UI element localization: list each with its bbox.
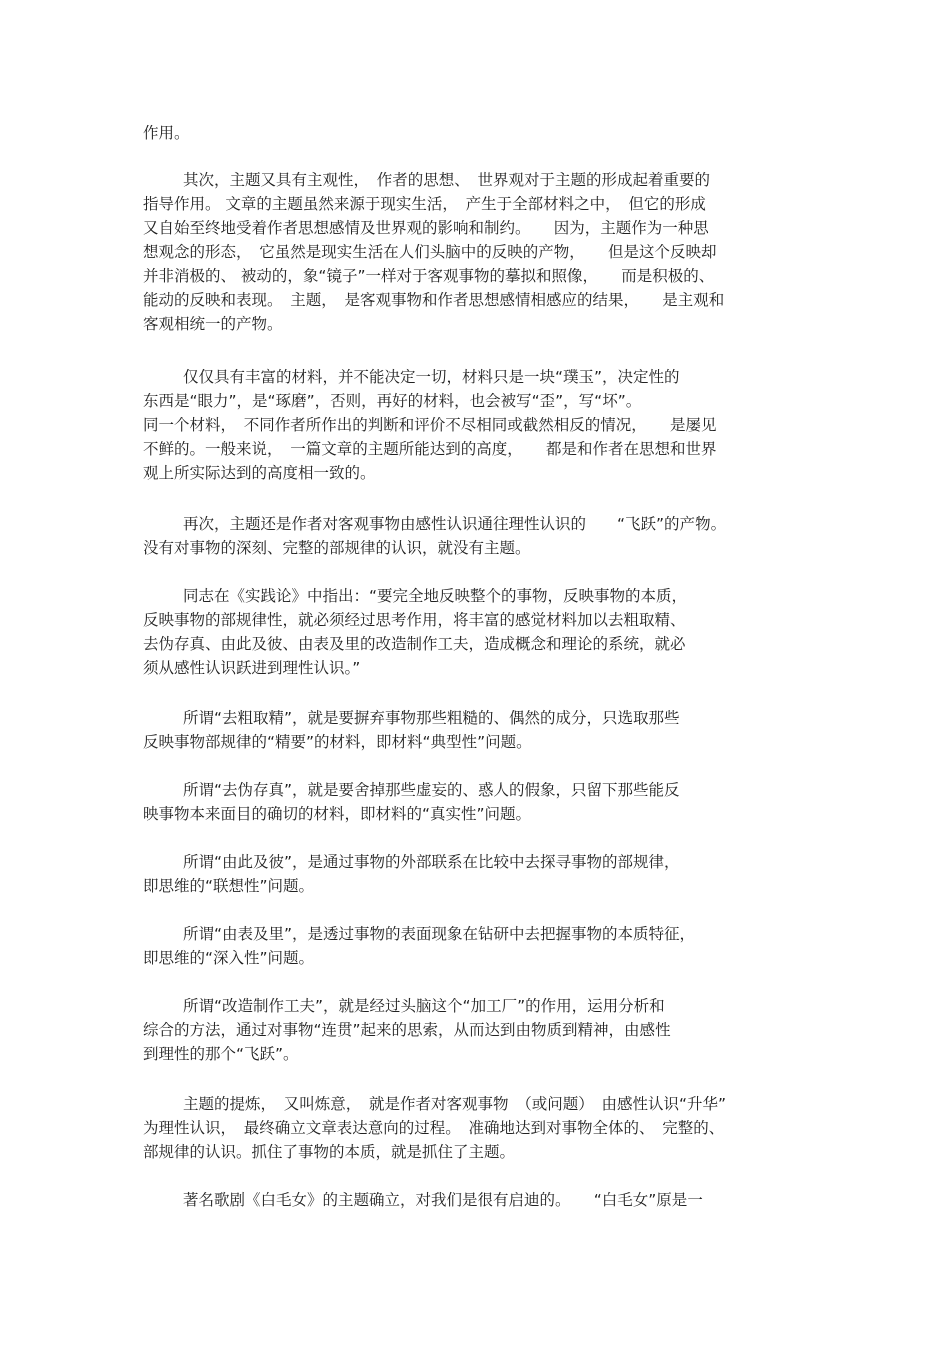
paragraph-7 (143, 778, 813, 826)
text-line: 即思维的“深入性”问题。 (143, 949, 315, 967)
text-line: 映事物本来面目的确切的材料，即材料的“真实性”问题。 (143, 805, 532, 823)
text-line: 作用。 (143, 124, 190, 142)
text-line: 不鲜的。一般来说， 一篇文章的主题所能达到的高度， 都是和作者在思想和世界 (143, 440, 717, 458)
text-line: 须从感性认识跃进到理性认识。” (143, 659, 361, 677)
text-line: 想观念的形态， 它虽然是现实生活在人们头脑中的反映的产物， 但是这个反映却 (143, 243, 717, 261)
text-line: 到理性的那个“飞跃”。 (143, 1045, 299, 1063)
text-line: 其次，主题又具有主观性， 作者的思想、 世界观对于主题的形成起着重要的 (183, 171, 711, 189)
text-line: 所谓“去粗取精”，就是要摒弃事物那些粗糙的、偶然的成分，只选取那些 (183, 709, 680, 727)
text-line: 又自始至终地受着作者思想感情及世界观的影响和制约。 因为，主题作为一种思 (143, 219, 709, 237)
paragraph-10 (143, 994, 813, 1066)
text-line: 没有对事物的深刻、完整的部规律的认识，就没有主题。 (143, 539, 531, 557)
paragraph-9 (143, 922, 813, 970)
text-line: 所谓“改造制作工夫”，就是经过头脑这个“加工厂”的作用，运用分析和 (183, 997, 665, 1015)
text-line: 为理性认识， 最终确立文章表达意向的过程。 准确地达到对事物全体的、 完整的、 (143, 1119, 725, 1137)
text-line: 同一个材料， 不同作者所作出的判断和评价不尽相同或截然相反的情况， 是屡见 (143, 416, 717, 434)
text-line: 去伪存真、由此及彼、由表及里的改造制作工夫，造成概念和理论的系统，就必 (143, 635, 686, 653)
text-line: 能动的反映和表现。 主题， 是客观事物和作者思想感情相感应的结果， 是主观和 (143, 291, 725, 309)
text-line: 部规律的认识。抓住了事物的本质，就是抓住了主题。 (143, 1143, 516, 1161)
text-line: 观上所实际达到的高度相一致的。 (143, 464, 376, 482)
paragraph-12 (143, 1188, 813, 1212)
paragraph-11 (143, 1092, 813, 1164)
text-line: 即思维的“联想性”问题。 (143, 877, 315, 895)
text-line: 所谓“去伪存真”，就是要舍掉那些虚妄的、惑人的假象，只留下那些能反 (183, 781, 680, 799)
text-line: 所谓“由表及里”，是透过事物的表面现象在钻研中去把握事物的本质特征， (183, 925, 696, 943)
text-line: 仅仅具有丰富的材料，并不能决定一切，材料只是一块“璞玉”，决定性的 (183, 368, 680, 386)
text-line: 同志在《实践论》中指出：“要完全地反映整个的事物，反映事物的本质， (183, 587, 688, 605)
text-line: 著名歌剧《白毛女》的主题确立，对我们是很有启迪的。 “白毛女”原是一 (183, 1191, 703, 1209)
text-line: 主题的提炼， 又叫炼意， 就是作者对客观事物 （或问题） 由感性认识“升华” (183, 1095, 727, 1113)
paragraph-8 (143, 850, 813, 898)
text-line: 再次，主题还是作者对客观事物由感性认识通往理性认识的 “飞跃”的产物。 (183, 515, 727, 533)
paragraph-2 (143, 168, 813, 336)
paragraph-3 (143, 365, 813, 485)
paragraph-5 (143, 584, 813, 680)
text-line: 东西是“眼力”，是“琢磨”，否则，再好的材料，也会被写“歪”，写“坏”。 (143, 392, 642, 410)
paragraph-6 (143, 706, 813, 754)
text-line: 反映事物部规律的“精要”的材料，即材料“典型性”问题。 (143, 733, 532, 751)
text-line: 反映事物的部规律性，就必须经过思考作用，将丰富的感觉材料加以去粗取精、 (143, 611, 686, 629)
text-line: 客观相统一的产物。 (143, 315, 283, 333)
text-line: 指导作用。 文章的主题虽然来源于现实生活， 产生于全部材料之中， 但它的形成 (143, 195, 706, 213)
paragraph-1 (143, 121, 813, 145)
text-line: 并非消极的、 被动的，象“镜子”一样对于客观事物的摹拟和照像， 而是积极的、 (143, 267, 715, 285)
paragraph-4 (143, 512, 813, 560)
text-line: 所谓“由此及彼”，是通过事物的外部联系在比较中去探寻事物的部规律， (183, 853, 680, 871)
text-line: 综合的方法，通过对事物“连贯”起来的思索，从而达到由物质到精神，由感性 (143, 1021, 671, 1039)
